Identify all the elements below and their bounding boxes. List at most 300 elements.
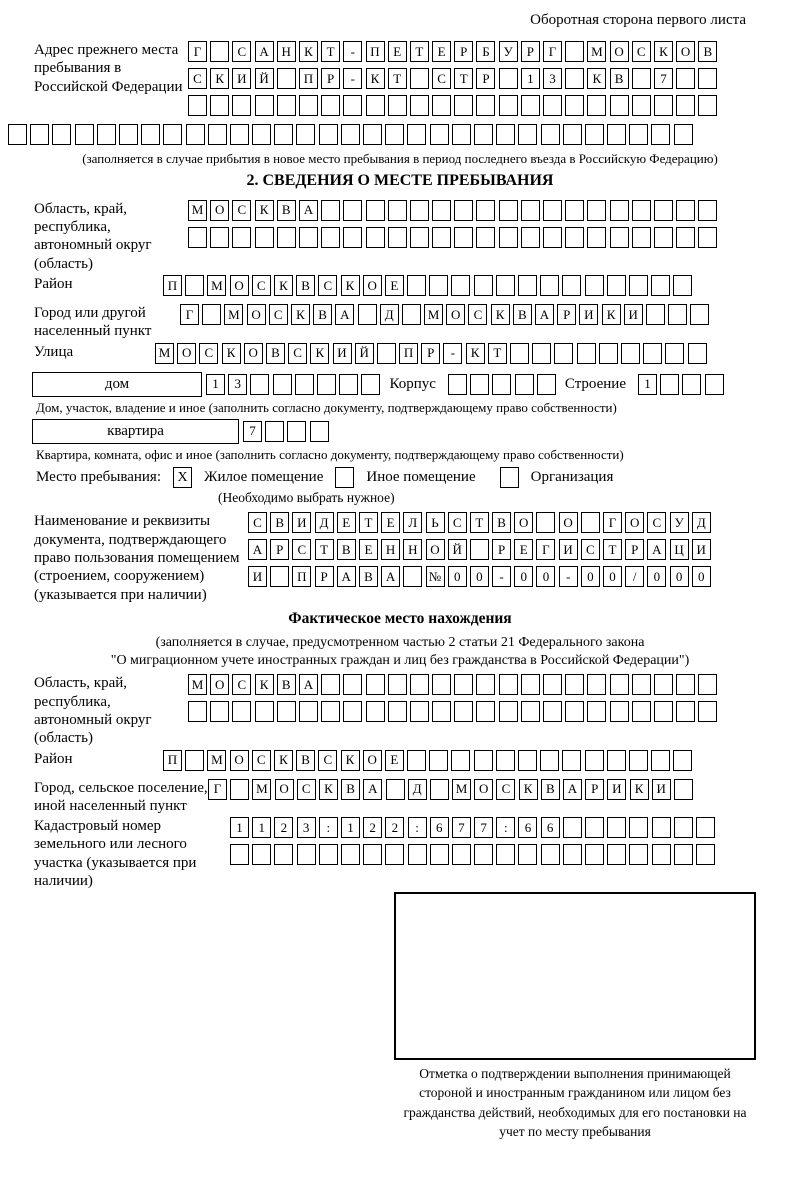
char-cell	[252, 124, 271, 145]
char-cell	[577, 343, 596, 364]
house-number-cells	[206, 374, 384, 395]
actual-gorod-row	[208, 779, 696, 800]
char-cell: В	[296, 750, 315, 771]
actual-oblast-row2	[188, 701, 721, 722]
char-cell	[363, 124, 382, 145]
char-cell: К	[255, 200, 274, 221]
char-cell: К	[630, 779, 649, 800]
char-cell	[343, 95, 362, 116]
char-cell	[610, 95, 629, 116]
char-cell	[607, 275, 626, 296]
char-cell: :	[496, 817, 515, 838]
actual-oblast-label: Область, край, республика, автономный округ (область)	[34, 675, 152, 747]
char-cell	[563, 124, 582, 145]
gorod-label: Город или другой населенный пункт	[34, 305, 152, 340]
char-cell	[521, 200, 540, 221]
char-cell	[341, 124, 360, 145]
char-cell: Р	[454, 41, 473, 62]
char-cell: Д	[380, 304, 399, 325]
actual-location-note2: "О миграционном учете иностранных граждан и лиц без гражданства в Российской Федерации")	[110, 653, 690, 669]
actual-raion-block	[8, 750, 792, 777]
char-cell: 3	[228, 374, 247, 395]
char-cell: 0	[692, 566, 711, 587]
char-cell	[410, 68, 429, 89]
char-cell	[470, 374, 489, 395]
stay-type-option-other-premises: Иное помещение	[366, 469, 476, 486]
char-cell: Т	[321, 41, 340, 62]
char-cell: С	[432, 68, 451, 89]
char-cell	[565, 95, 584, 116]
actual-gorod-label: Город, сельское поселение, иной населенный пункт	[34, 779, 208, 814]
char-cell	[274, 844, 293, 865]
char-cell: 7	[654, 68, 673, 89]
char-cell	[210, 701, 229, 722]
char-cell	[532, 343, 551, 364]
actual-location-title: Фактическое место нахождения	[288, 609, 512, 627]
korpus-cells	[448, 374, 559, 395]
raion-label: Район	[34, 276, 73, 293]
char-cell: В	[492, 512, 511, 533]
char-cell: Г	[180, 304, 199, 325]
char-cell	[141, 124, 160, 145]
char-cell: 7	[452, 817, 471, 838]
oblast-block	[8, 200, 792, 273]
char-cell: К	[274, 750, 293, 771]
char-cell	[632, 227, 651, 248]
char-cell	[587, 674, 606, 695]
char-cell	[321, 227, 340, 248]
char-cell	[674, 817, 693, 838]
char-cell	[654, 95, 673, 116]
char-cell	[202, 304, 221, 325]
char-cell	[230, 844, 249, 865]
char-cell: О	[230, 750, 249, 771]
char-cell: Т	[603, 539, 622, 560]
char-cell	[185, 750, 204, 771]
char-cell	[632, 68, 651, 89]
char-cell: И	[652, 779, 671, 800]
char-cell: С	[647, 512, 666, 533]
char-cell: П	[292, 566, 311, 587]
char-cell	[448, 374, 467, 395]
char-cell: А	[299, 674, 318, 695]
char-cell	[432, 701, 451, 722]
char-cell	[496, 124, 515, 145]
char-cell	[310, 421, 329, 442]
char-cell	[451, 750, 470, 771]
char-cell	[429, 750, 448, 771]
char-cell: В	[698, 41, 717, 62]
char-cell	[97, 124, 116, 145]
char-cell: М	[452, 779, 471, 800]
char-cell	[451, 275, 470, 296]
char-cell	[496, 275, 515, 296]
confirmation-area	[394, 892, 756, 1141]
stroenie-label: Строение	[564, 375, 626, 392]
oblast-row1	[188, 200, 721, 221]
char-cell: М	[188, 200, 207, 221]
char-cell: Е	[381, 512, 400, 533]
char-cell: Й	[448, 539, 467, 560]
char-cell: Р	[321, 68, 340, 89]
char-cell	[343, 227, 362, 248]
actual-raion-label: Район	[34, 750, 73, 767]
char-cell: -	[492, 566, 511, 587]
char-cell: О	[514, 512, 533, 533]
char-cell: А	[248, 539, 267, 560]
char-cell: Г	[188, 41, 207, 62]
char-cell: 0	[647, 566, 666, 587]
char-cell	[388, 701, 407, 722]
char-cell: Г	[603, 512, 622, 533]
char-cell	[287, 421, 306, 442]
char-cell: Е	[385, 750, 404, 771]
char-cell: 1	[341, 817, 360, 838]
char-cell	[452, 124, 471, 145]
char-cell	[632, 200, 651, 221]
char-cell: Т	[454, 68, 473, 89]
char-cell	[599, 343, 618, 364]
char-cell	[186, 124, 205, 145]
document-label: Наименование и реквизиты документа, подтверждающего право пользования помещением (строением, сооружением) (указывается при наличии)	[34, 513, 240, 603]
char-cell: О	[210, 674, 229, 695]
char-cell	[317, 374, 336, 395]
char-cell	[299, 701, 318, 722]
char-cell: С	[318, 275, 337, 296]
char-cell: М	[207, 275, 226, 296]
char-cell: С	[252, 750, 271, 771]
house-caption: Дом, участок, владение и иное (заполнить согласно документу, подтверждающему право собственности)	[36, 399, 617, 415]
char-cell	[632, 701, 651, 722]
char-cell: С	[232, 674, 251, 695]
char-cell: О	[474, 779, 493, 800]
char-cell	[319, 844, 338, 865]
char-cell	[188, 701, 207, 722]
char-cell	[668, 304, 687, 325]
char-cell	[492, 374, 511, 395]
char-cell	[652, 817, 671, 838]
actual-oblast-block	[8, 674, 792, 747]
char-cell: С	[232, 200, 251, 221]
char-cell: О	[363, 750, 382, 771]
char-cell: К	[519, 779, 538, 800]
actual-raion-row	[163, 750, 696, 771]
char-cell	[673, 275, 692, 296]
char-cell	[366, 701, 385, 722]
char-cell: К	[222, 343, 241, 364]
char-cell: В	[277, 200, 296, 221]
char-cell: В	[337, 539, 356, 560]
char-cell	[541, 844, 560, 865]
char-cell: И	[292, 512, 311, 533]
char-cell	[297, 844, 316, 865]
char-cell: К	[210, 68, 229, 89]
char-cell	[252, 844, 271, 865]
char-cell	[30, 124, 49, 145]
char-cell	[454, 200, 473, 221]
char-cell	[210, 95, 229, 116]
stay-type-note: (Необходимо выбрать нужное)	[218, 490, 395, 506]
char-cell: О	[230, 275, 249, 296]
kadastr-row1	[230, 817, 718, 838]
stay-type-checkbox-organization	[500, 467, 519, 488]
char-cell	[690, 304, 709, 325]
prev-address-row1	[188, 41, 721, 62]
char-cell: 2	[274, 817, 293, 838]
char-cell	[296, 124, 315, 145]
char-cell	[543, 701, 562, 722]
char-cell	[540, 275, 559, 296]
char-cell	[366, 674, 385, 695]
char-cell	[585, 844, 604, 865]
char-cell: К	[299, 41, 318, 62]
char-cell: Р	[421, 343, 440, 364]
char-cell	[499, 95, 518, 116]
korpus-label: Корпус	[389, 375, 436, 392]
char-cell: И	[624, 304, 643, 325]
char-cell	[610, 200, 629, 221]
char-cell: Й	[255, 68, 274, 89]
char-cell	[518, 844, 537, 865]
char-cell	[521, 95, 540, 116]
char-cell: В	[296, 275, 315, 296]
char-cell: С	[232, 41, 251, 62]
char-cell	[295, 374, 314, 395]
char-cell: О	[610, 41, 629, 62]
char-cell	[454, 95, 473, 116]
char-cell	[277, 68, 296, 89]
char-cell: Р	[315, 566, 334, 587]
char-cell	[565, 701, 584, 722]
char-cell	[607, 817, 626, 838]
char-cell: 1	[230, 817, 249, 838]
char-cell: 2	[385, 817, 404, 838]
char-cell: 7	[243, 421, 262, 442]
char-cell	[632, 674, 651, 695]
apartment-caption: Квартира, комната, офис и иное (заполнить согласно документу, подтверждающему право собственности)	[36, 446, 624, 462]
char-cell	[563, 844, 582, 865]
stay-type-row	[36, 467, 792, 488]
char-cell	[470, 539, 489, 560]
char-cell	[499, 674, 518, 695]
char-cell	[474, 844, 493, 865]
char-cell	[562, 750, 581, 771]
char-cell	[163, 124, 182, 145]
char-cell: К	[466, 343, 485, 364]
char-cell: О	[676, 41, 695, 62]
char-cell: Е	[385, 275, 404, 296]
char-cell: К	[491, 304, 510, 325]
apartment-cells	[243, 421, 332, 442]
char-cell: 1	[638, 374, 657, 395]
char-cell	[452, 844, 471, 865]
char-cell: Т	[359, 512, 378, 533]
char-cell	[454, 674, 473, 695]
char-cell: И	[579, 304, 598, 325]
char-cell	[496, 844, 515, 865]
char-cell: В	[266, 343, 285, 364]
char-cell	[366, 200, 385, 221]
char-cell	[521, 674, 540, 695]
char-cell	[621, 343, 640, 364]
char-cell	[676, 227, 695, 248]
char-cell	[363, 844, 382, 865]
char-cell	[299, 227, 318, 248]
char-cell	[651, 750, 670, 771]
char-cell	[388, 674, 407, 695]
char-cell: Е	[514, 539, 533, 560]
char-cell: П	[163, 275, 182, 296]
char-cell	[565, 674, 584, 695]
char-cell	[585, 750, 604, 771]
char-cell	[654, 200, 673, 221]
char-cell: Т	[488, 343, 507, 364]
char-cell: С	[448, 512, 467, 533]
char-cell: Р	[492, 539, 511, 560]
char-cell	[698, 674, 717, 695]
kadastr-block	[8, 817, 792, 890]
char-cell	[432, 95, 451, 116]
char-cell: О	[559, 512, 578, 533]
char-cell	[52, 124, 71, 145]
char-cell: О	[426, 539, 445, 560]
char-cell: С	[292, 539, 311, 560]
char-cell	[402, 304, 421, 325]
stroenie-cells	[638, 374, 727, 395]
char-cell	[565, 227, 584, 248]
kadastr-row2	[230, 844, 718, 865]
char-cell: А	[563, 779, 582, 800]
char-cell	[607, 844, 626, 865]
char-cell: П	[299, 68, 318, 89]
char-cell	[587, 95, 606, 116]
char-cell: С	[252, 275, 271, 296]
char-cell	[610, 227, 629, 248]
char-cell: -	[559, 566, 578, 587]
char-cell	[430, 779, 449, 800]
char-cell	[410, 95, 429, 116]
char-cell	[629, 124, 648, 145]
char-cell: С	[318, 750, 337, 771]
char-cell	[410, 200, 429, 221]
char-cell	[676, 68, 695, 89]
char-cell: С	[188, 68, 207, 89]
char-cell: М	[424, 304, 443, 325]
char-cell: Н	[403, 539, 422, 560]
char-cell	[474, 124, 493, 145]
char-cell: Д	[692, 512, 711, 533]
char-cell	[277, 95, 296, 116]
actual-location-note1: (заполняется в случае, предусмотренном частью 2 статьи 21 Федерального закона	[155, 634, 645, 650]
char-cell: В	[313, 304, 332, 325]
char-cell	[232, 227, 251, 248]
char-cell	[629, 750, 648, 771]
char-cell	[587, 227, 606, 248]
char-cell: Г	[543, 41, 562, 62]
char-cell	[208, 124, 227, 145]
char-cell: 3	[297, 817, 316, 838]
char-cell	[319, 124, 338, 145]
char-cell: К	[366, 68, 385, 89]
char-cell: Р	[585, 779, 604, 800]
char-cell: Е	[337, 512, 356, 533]
char-cell: В	[541, 779, 560, 800]
char-cell	[518, 750, 537, 771]
char-cell	[361, 374, 380, 395]
char-cell: 0	[581, 566, 600, 587]
char-cell: В	[359, 566, 378, 587]
document-row1	[248, 512, 714, 533]
char-cell	[676, 701, 695, 722]
char-cell	[277, 701, 296, 722]
char-cell	[610, 674, 629, 695]
char-cell: 6	[430, 817, 449, 838]
char-cell	[210, 41, 229, 62]
char-cell	[210, 227, 229, 248]
char-cell: О	[210, 200, 229, 221]
char-cell	[510, 343, 529, 364]
char-cell: -	[343, 41, 362, 62]
char-cell	[676, 674, 695, 695]
char-cell: А	[299, 200, 318, 221]
char-cell	[654, 227, 673, 248]
char-cell	[429, 275, 448, 296]
char-cell	[230, 779, 249, 800]
char-cell: 0	[670, 566, 689, 587]
char-cell: О	[177, 343, 196, 364]
char-cell: К	[587, 68, 606, 89]
char-cell	[343, 701, 362, 722]
ulitsa-row	[155, 343, 710, 364]
char-cell: И	[559, 539, 578, 560]
char-cell: К	[310, 343, 329, 364]
char-cell	[407, 124, 426, 145]
ulitsa-label: Улица	[34, 343, 74, 360]
char-cell: Б	[476, 41, 495, 62]
char-cell	[682, 374, 701, 395]
char-cell: К	[319, 779, 338, 800]
char-cell: 0	[603, 566, 622, 587]
char-cell	[119, 124, 138, 145]
char-cell: И	[333, 343, 352, 364]
char-cell	[674, 124, 693, 145]
char-cell	[543, 674, 562, 695]
char-cell	[562, 275, 581, 296]
char-cell	[388, 95, 407, 116]
char-cell: :	[408, 817, 427, 838]
char-cell	[410, 701, 429, 722]
char-cell: В	[610, 68, 629, 89]
char-cell	[698, 68, 717, 89]
char-cell	[643, 343, 662, 364]
char-cell	[587, 200, 606, 221]
char-cell	[674, 844, 693, 865]
char-cell	[521, 701, 540, 722]
char-cell: Е	[388, 41, 407, 62]
char-cell	[565, 68, 584, 89]
char-cell: 1	[521, 68, 540, 89]
apartment-row	[32, 419, 792, 444]
char-cell: 3	[543, 68, 562, 89]
char-cell: 0	[470, 566, 489, 587]
apartment-box: квартира	[32, 419, 239, 444]
char-cell: Е	[359, 539, 378, 560]
kadastr-label: Кадастровый номер земельного или лесного участка (указывается при наличии)	[34, 818, 197, 889]
char-cell	[676, 200, 695, 221]
char-cell: С	[297, 779, 316, 800]
char-cell: С	[288, 343, 307, 364]
char-cell	[674, 779, 693, 800]
